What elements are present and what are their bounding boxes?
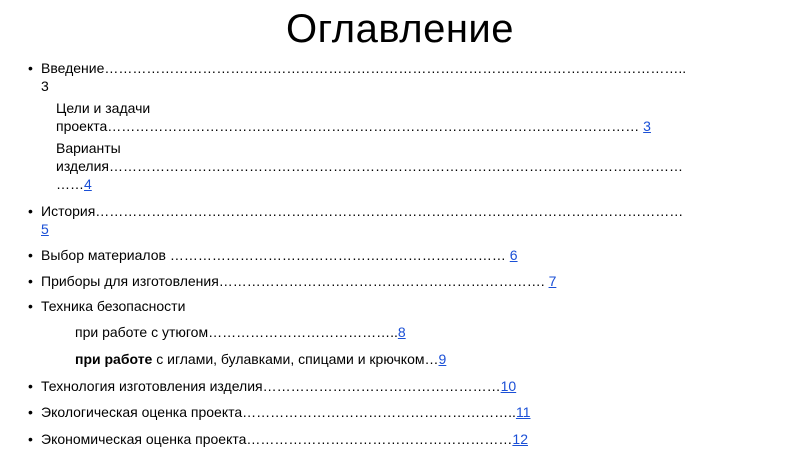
toc-entry-intro-text: Введение…………………………………………………………………………………………………………….. xyxy=(41,60,687,76)
toc-entry-economy-page-link[interactable]: 12 xyxy=(512,431,528,447)
toc-entry-intro[interactable] xyxy=(41,60,686,76)
toc-entry-variants-text2: изделия…………………………………………………………………………………………………………… xyxy=(56,158,683,174)
toc-entry-ecology-text: Экологическая оценка проекта………………………………………………….. xyxy=(41,404,516,420)
toc-entry-intro-page: 3 xyxy=(41,78,49,94)
toc-entry-needles[interactable] xyxy=(75,351,446,367)
bullet-materials: • xyxy=(28,247,33,263)
toc-entry-variants-page-link[interactable]: 4 xyxy=(84,176,92,192)
toc-entry-tools[interactable] xyxy=(41,273,556,289)
toc-entry-technology-page-link[interactable]: 10 xyxy=(500,378,517,394)
toc-entry-variants-text1: Варианты xyxy=(56,140,121,156)
bullet-technology: • xyxy=(28,378,33,394)
toc-entry-history-page-line xyxy=(41,221,49,237)
toc-entry-history[interactable] xyxy=(41,203,683,219)
toc-entry-materials-page-link[interactable]: 6 xyxy=(509,247,518,263)
bullet-intro: • xyxy=(28,60,33,76)
bullet-history: • xyxy=(28,203,33,219)
toc-entry-tools-text: Приборы для изготовления……………………………………………………………. xyxy=(41,273,549,289)
toc-entry-variants-text3: …… xyxy=(56,176,84,192)
toc-entry-variants-line3 xyxy=(56,176,92,192)
bullet-tools: • xyxy=(28,273,33,289)
toc-entry-needles-page-link[interactable]: 9 xyxy=(438,351,447,367)
toc-entry-goals-text2: проекта…………………………………………………………………………………………………… xyxy=(56,118,644,134)
toc-entry-goals-line1 xyxy=(56,100,150,116)
toc-entry-variants-line1 xyxy=(56,140,121,156)
toc-entry-history-text: История……………………………………………………………………………………………………………… xyxy=(41,203,684,219)
toc-entry-intro-page-line xyxy=(41,78,49,94)
toc-entry-iron-text: при работе с утюгом………………………………….. xyxy=(75,324,398,340)
toc-entry-iron-page-link[interactable]: 8 xyxy=(397,324,406,340)
toc-entry-goals-page-link[interactable]: 3 xyxy=(643,118,651,134)
toc-entry-safety-text: Техника безопасности xyxy=(41,298,186,314)
toc-entry-goals[interactable] xyxy=(56,118,651,134)
toc-entry-safety[interactable] xyxy=(41,298,185,314)
bullet-safety: • xyxy=(28,298,33,314)
page-title: Оглавление xyxy=(285,7,514,51)
toc-entry-needles-text: с иглами, булавками, спицами и крючком… xyxy=(152,351,439,367)
toc-entry-history-page-link[interactable]: 5 xyxy=(41,221,49,237)
toc-entry-materials-text: Выбор материалов ……………………………………………………………… xyxy=(41,247,510,263)
bullet-ecology: • xyxy=(28,404,33,420)
toc-entry-needles-bold: при работе xyxy=(75,351,153,367)
toc-entry-goals-text1: Цели и задачи xyxy=(56,100,151,116)
toc-entry-ecology[interactable] xyxy=(41,404,531,420)
toc-entry-technology-text: Технология изготовления изделия…………………………………………… xyxy=(41,378,501,394)
toc-entry-economy[interactable] xyxy=(41,431,528,447)
toc-entry-variants[interactable] xyxy=(56,158,683,174)
toc-entry-economy-text: Экономическая оценка проекта………………………………………………… xyxy=(41,431,513,447)
toc-entry-ecology-page-link[interactable]: 11 xyxy=(515,404,531,420)
toc-entry-tools-page-link[interactable]: 7 xyxy=(548,273,557,289)
toc-entry-iron[interactable] xyxy=(75,324,406,340)
bullet-economy: • xyxy=(28,431,33,447)
toc-entry-materials[interactable] xyxy=(41,247,518,263)
toc-entry-technology[interactable] xyxy=(41,378,516,394)
